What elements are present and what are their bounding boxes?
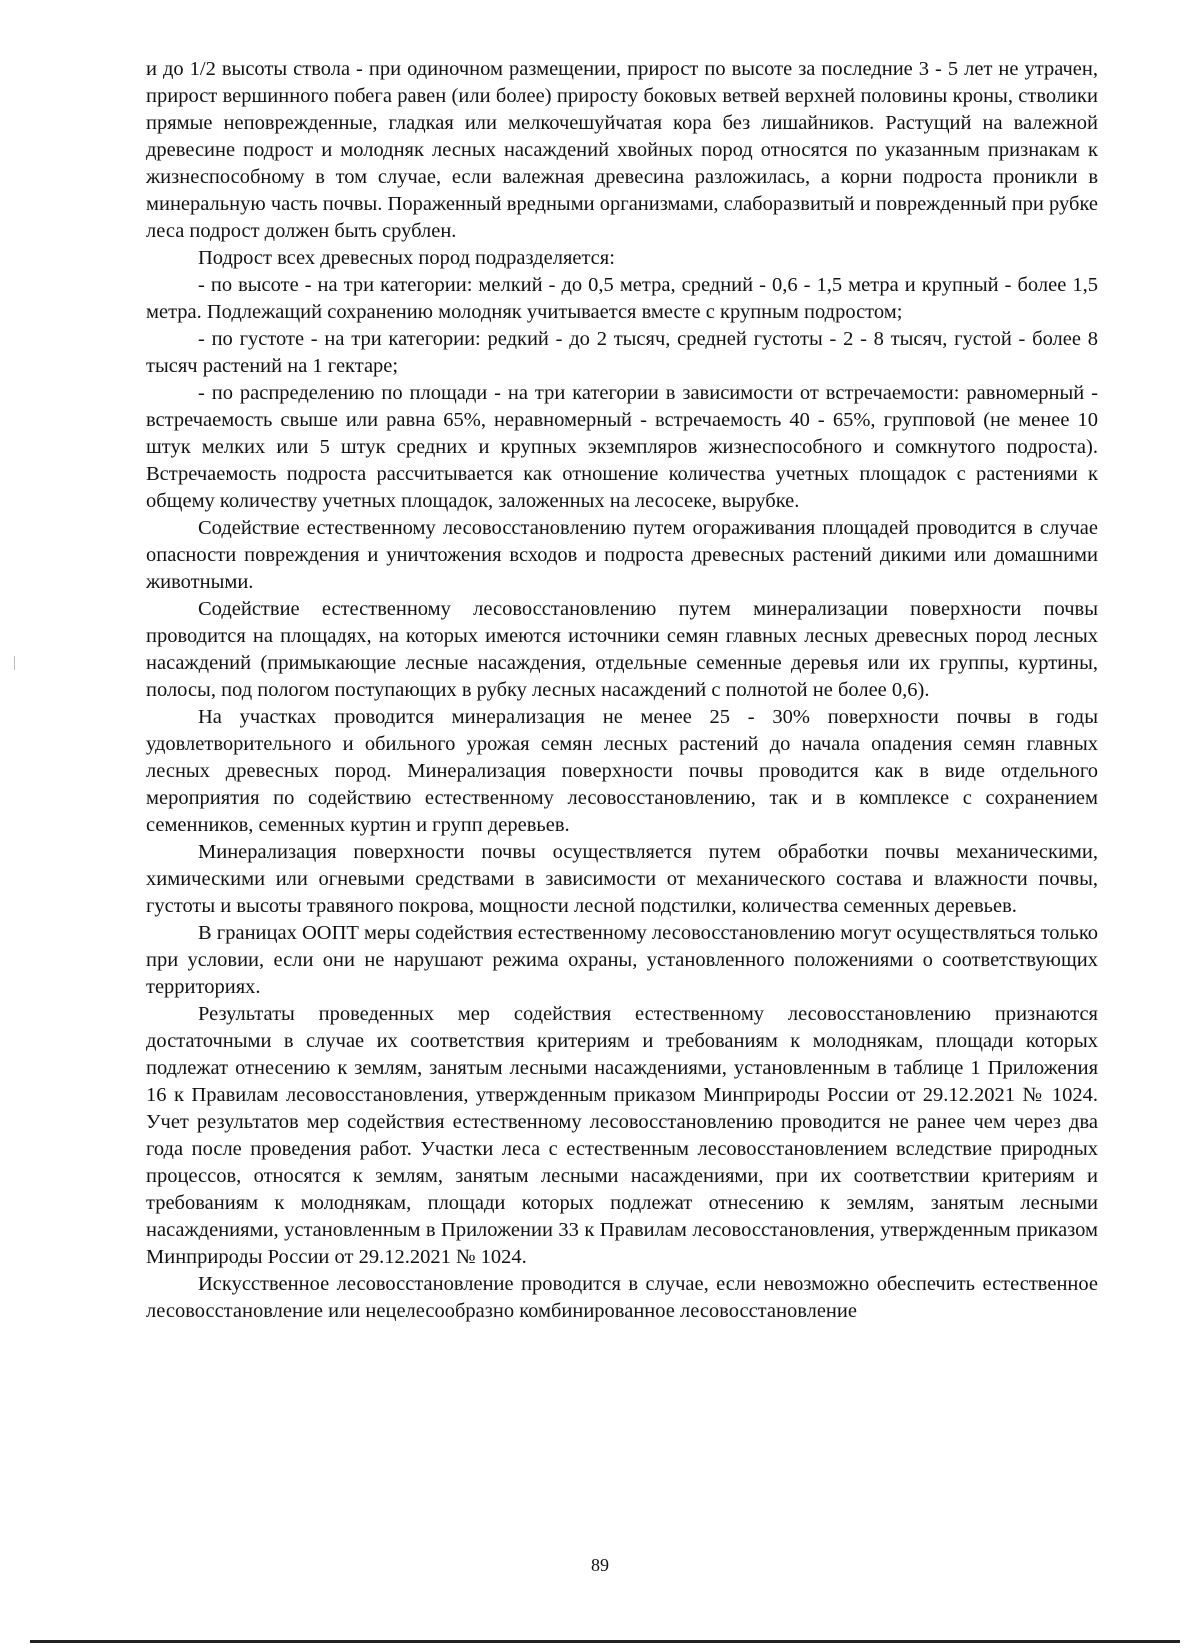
page-number: 89 [591,1555,609,1575]
paragraph-mineralization-methods: Минерализация поверхности почвы осуществляется путем обработки почвы механическими, химическими или огневыми средствами в зависимости от механического состава и влажности почвы, густоты и высоты травяного покрова, мощности лесной подстилки, количества семенных деревьев. [146,841,1098,917]
paragraph-results: Результаты проведенных мер содействия естественному лесовосстановлению признаются достаточными в случае их соответствия критериям и требованиям к молоднякам, площади которых подлежат отнесению к землям, занятым лесными насаждениями, установленным в таблице 1 Приложения 16 к Правилам лесовосстановления, утвержденным приказом Минприроды России от 29.12.2021 № 1024. Учет результатов мер содействия естественному лесовосстановлению проводится не ранее чем через два года после проведения работ. Участки леса с естественным лесовосстановлением вследствие природных процессов, относятся к землям, занятым лесными насаждениями, при их соответствии критериям и требованиям к молоднякам, площади которых подлежат отнесению к землям, занятым лесными насаждениями, установленным в Приложении 33 к Правилам лесовосстановления, утвержденным приказом Минприроды России от 29.12.2021 № 1024. [146,1003,1098,1268]
paragraph-protected-areas: В границах ООПТ меры содействия естественному лесовосстановлению могут осуществляться только при условии, если они не нарушают режима охраны, установленного положениями о соответствующих территориях. [146,922,1098,998]
bottom-rule [30,1640,1180,1643]
list-item-by-density: - по густоте - на три категории: редкий - до 2 тысяч, средней густоты - 2 - 8 тысяч, густой - более 8 тысяч растений на 1 гектаре; [146,328,1098,377]
body-text [146,56,1098,1325]
list-item-by-distribution: - по распределению по площади - на три категории в зависимости от встречаемости: равномерный - встречаемость свыше или равна 65%, неравномерный - встречаемость 40 - 65%, групповой (не менее 10 штук мелких или 5 штук средних и крупных экземпляров жизнеспособного и сомкнутого подроста). Встречаемость подроста рассчитывается как отношение количества учетных площадок с растениями к общему количеству учетных площадок, заложенных на лесосеке, вырубке. [146,382,1098,512]
paragraph-fencing: Содействие естественному лесовосстановлению путем огораживания площадей проводится в случае опасности повреждения и уничтожения всходов и подроста древесных растений дикими или домашними животными. [146,517,1098,593]
paragraph-continuation: и до 1/2 высоты ствола - при одиночном размещении, прирост по высоте за последние 3 - 5 лет не утрачен, прирост вершинного побега равен (или более) приросту боковых ветвей верхней половины кроны, стволики прямые неповрежденные, гладкая или мелкочешуйчатая кора без лишайников. Растущий на валежной древесине подрост и молодняк лесных насаждений хвойных пород относятся по указанным признакам к жизнеспособному в том случае, если валежная древесина разложилась, а корни подроста проникли в минеральную часть почвы. Пораженный вредными организмами, слаборазвитый и поврежденный при рубке леса подрост должен быть срублен. [146,58,1098,242]
paragraph-subdivision-intro: Подрост всех древесных пород подразделяется: [198,247,615,269]
paragraph-artificial-reforestation: Искусственное лесовосстановление проводится в случае, если невозможно обеспечить естественное лесовосстановление или нецелесообразно комбинированное лесовосстановление [146,1273,1098,1322]
paragraph-mineralization: Содействие естественному лесовосстановлению путем минерализации поверхности почвы проводится на площадях, на которых имеются источники семян главных лесных древесных пород лесных насаждений (примыкающие лесные насаждения, отдельные семенные деревья или их группы, куртины, полосы, под пологом поступающих в рубку лесных насаждений с полнотой не более 0,6). [146,598,1098,701]
scan-margin-mark [14,656,15,670]
paragraph-mineralization-extent: На участках проводится минерализация не менее 25 - 30% поверхности почвы в годы удовлетворительного и обильного урожая семян лесных растений до начала опадения семян главных лесных древесных пород. Минерализация поверхности почвы проводится как в виде отдельного мероприятия по содействию естественному лесовосстановлению, так и в комплексе с сохранением семенников, семенных куртин и групп деревьев. [146,706,1098,836]
list-item-by-height: - по высоте - на три категории: мелкий - до 0,5 метра, средний - 0,6 - 1,5 метра и крупный - более 1,5 метра. Подлежащий сохранению молодняк учитывается вместе с крупным подростом; [146,274,1098,323]
